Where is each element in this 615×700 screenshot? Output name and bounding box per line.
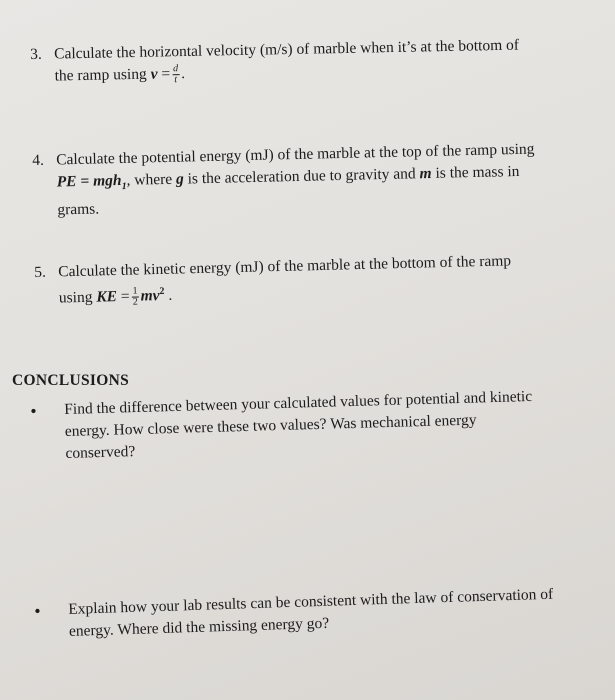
question-line: Calculate the kinetic energy (mJ) of the marble at the bottom of the ramp <box>58 252 512 281</box>
conclusion-line: conserved? <box>65 443 136 463</box>
period: . <box>168 286 173 304</box>
conclusion-line: energy. How close were these two values? Was mechanical energy <box>64 411 477 441</box>
question-line: Calculate the potential energy (mJ) of the marble at the top of the ramp using <box>56 140 535 169</box>
fraction-numerator: 1 <box>132 285 138 297</box>
question-number: 3. <box>30 45 42 63</box>
question-text <box>54 35 520 88</box>
mass-variable: m <box>419 164 432 183</box>
potential-energy-formula: PE = mgh <box>56 171 122 191</box>
fraction-one-half <box>131 287 139 308</box>
formula-note: , where <box>126 170 173 189</box>
conclusion-text <box>68 584 554 643</box>
question-4 <box>32 139 536 222</box>
question-3 <box>30 35 520 88</box>
question-number: 5. <box>34 263 47 281</box>
kinetic-energy-variable: KE <box>96 288 118 306</box>
fraction-numerator: d <box>172 63 179 75</box>
conclusion-line: Explain how your lab results can be consistent with the law of conservation of <box>68 585 554 618</box>
fraction-d-over-t <box>172 64 179 85</box>
conclusion-line: energy. Where did the missing energy go? <box>68 614 330 640</box>
equals-sign: = <box>120 287 130 306</box>
conclusion-line: Find the difference between your calculated values for potential and kinetic <box>64 387 533 419</box>
bullet-icon: • <box>30 400 37 421</box>
bullet-icon: • <box>34 600 41 621</box>
conclusion-text <box>64 386 534 465</box>
conclusion-item-1 <box>30 386 534 466</box>
question-line-text: the ramp using <box>54 65 147 85</box>
question-text <box>58 250 512 309</box>
question-line: grams. <box>57 200 100 219</box>
fraction-denominator: t <box>174 74 178 86</box>
gravity-variable: g <box>175 170 184 188</box>
fraction-denominator: 2 <box>132 296 138 308</box>
question-line: Calculate the horizontal velocity (m/s) of marble when it’s at the bottom of <box>54 36 520 63</box>
question-line-text: using <box>58 288 93 307</box>
period: . <box>180 65 186 83</box>
formula-note: is the mass in <box>435 162 520 182</box>
kinetic-energy-expression: mv <box>140 287 160 305</box>
height-subscript: 1 <box>121 180 127 193</box>
question-text <box>56 139 536 222</box>
conclusion-item-2 <box>34 584 554 644</box>
question-number: 4. <box>32 151 45 169</box>
formula-note: is the acceleration due to gravity and <box>187 165 416 188</box>
velocity-squared-exponent: 2 <box>159 285 165 297</box>
velocity-variable: v <box>150 65 158 83</box>
equals-sign: = <box>161 65 171 83</box>
question-5 <box>34 250 512 310</box>
conclusions-heading: CONCLUSIONS <box>12 372 129 389</box>
